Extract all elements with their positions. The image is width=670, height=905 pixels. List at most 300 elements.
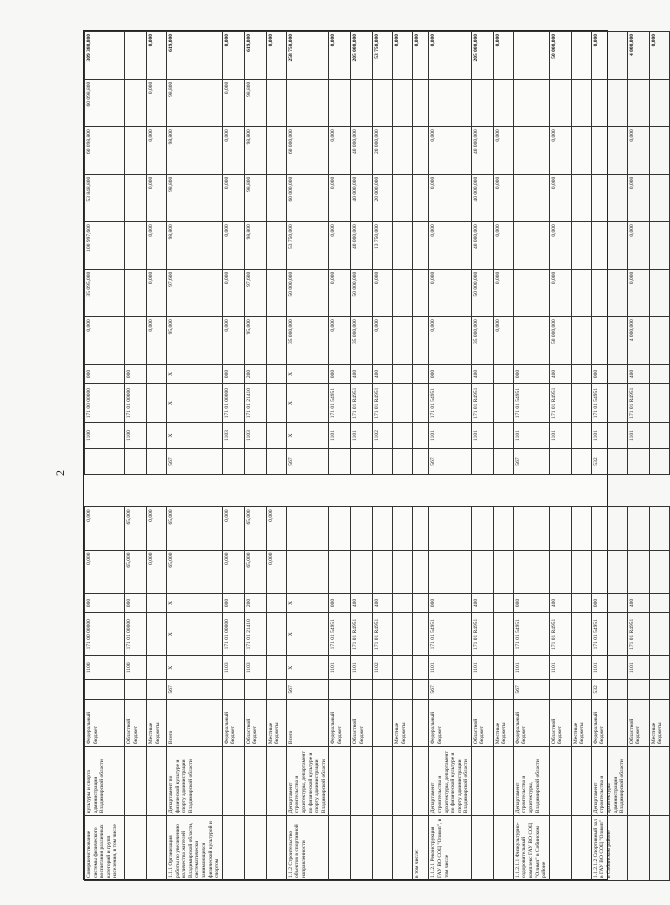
amount-cell — [471, 79, 493, 127]
expense-type-cell: 000 — [125, 593, 147, 612]
table-row — [167, 32, 223, 881]
amount-cell: 0,000 — [222, 507, 244, 550]
amount-cell — [591, 550, 627, 593]
amount-cell: 100 997,600 — [85, 222, 125, 270]
executor-cell — [413, 747, 429, 816]
amount-cell — [493, 550, 513, 593]
grbs-code-cell — [329, 449, 351, 475]
section-code-cell: 1101 — [429, 423, 472, 449]
expense-type-cell — [147, 364, 167, 383]
column-gap — [413, 474, 429, 506]
column-gap — [167, 474, 223, 506]
target-article-cell: X — [167, 613, 223, 656]
column-gap — [429, 474, 472, 506]
total-amount-cell — [571, 32, 591, 80]
target-article-cell: 171 01 00000 — [125, 613, 147, 656]
amount-cell: 40 000,000 — [471, 127, 493, 175]
column-gap — [571, 474, 591, 506]
amount-cell: 65,000 — [167, 507, 223, 550]
expense-type-cell: X — [167, 364, 223, 383]
grbs-code-cell — [147, 449, 167, 475]
amount-cell: 0,000 — [85, 550, 125, 593]
amount-cell — [413, 550, 429, 593]
section-code-cell — [413, 423, 429, 449]
amount-cell: 0,000 — [549, 127, 571, 175]
measure-name-cell — [649, 816, 669, 881]
total-amount-cell: 0,000 — [429, 32, 472, 80]
expense-type-cell — [266, 593, 286, 612]
amount-cell — [413, 507, 429, 550]
target-article-cell — [413, 613, 429, 656]
amount-cell: 0,000 — [329, 317, 351, 365]
target-article-cell: 171 01 R4951 — [549, 613, 571, 656]
amount-cell: 60 098,800 — [85, 79, 125, 127]
amount-cell: 53 848,800 — [85, 174, 125, 222]
funding-source-cell: Местные бюджеты — [649, 699, 669, 747]
amount-cell — [266, 317, 286, 365]
expense-type-cell: 000 — [222, 364, 244, 383]
target-article-cell — [493, 384, 513, 423]
amount-cell: 98,800 — [244, 222, 266, 270]
grbs-code-cell — [373, 680, 393, 699]
page-number: 2 — [53, 470, 67, 476]
amount-cell — [513, 317, 549, 365]
target-article-cell: X — [286, 384, 329, 423]
funding-source-cell: Местные бюджеты — [266, 699, 286, 747]
executor-cell — [244, 747, 266, 816]
target-article-cell: 171 01 00000 — [125, 384, 147, 423]
amount-cell — [373, 507, 393, 550]
expense-type-cell — [571, 593, 591, 612]
expense-type-cell: 400 — [471, 593, 493, 612]
amount-cell — [125, 269, 147, 317]
expense-type-cell: 400 — [373, 364, 393, 383]
column-gap — [85, 474, 125, 506]
column-gap — [513, 474, 549, 506]
amount-cell: 0,000 — [222, 127, 244, 175]
column-gap — [222, 474, 244, 506]
amount-cell: 40 000,000 — [351, 222, 373, 270]
target-article-cell — [266, 613, 286, 656]
section-code-cell — [493, 656, 513, 680]
expense-type-cell: 000 — [513, 593, 549, 612]
total-amount-cell — [125, 32, 147, 80]
table-row — [571, 32, 591, 881]
total-amount-cell: 258 750,000 — [286, 32, 329, 80]
executor-cell: Департамент строительства и архитектуры, департамент по физической культуре и спорту администрации Владимирской области — [429, 747, 472, 816]
amount-cell: 0,000 — [549, 174, 571, 222]
target-article-cell: 171 00 00000 — [85, 384, 125, 423]
amount-cell: 0,000 — [222, 317, 244, 365]
amount-cell — [571, 127, 591, 175]
expense-type-cell: 400 — [627, 593, 649, 612]
executor-cell — [393, 747, 413, 816]
executor-cell — [627, 747, 649, 816]
amount-cell — [393, 222, 413, 270]
amount-cell — [513, 79, 549, 127]
amount-cell: 0,000 — [329, 269, 351, 317]
amount-cell — [591, 507, 627, 550]
amount-cell: 0,000 — [147, 269, 167, 317]
amount-cell — [649, 507, 669, 550]
measure-name-cell: Совершенствование системы физического воспитания различных категорий и групп населения, в том числе — [85, 816, 125, 881]
amount-cell: 0,000 — [627, 222, 649, 270]
funding-source-cell — [413, 699, 429, 747]
grbs-code-cell — [222, 449, 244, 475]
amount-cell — [393, 269, 413, 317]
amount-cell — [329, 507, 351, 550]
section-code-cell: 1101 — [627, 656, 649, 680]
executor-cell — [351, 747, 373, 816]
measure-name-cell — [627, 816, 649, 881]
table-row — [329, 32, 351, 881]
grbs-code-cell — [471, 449, 493, 475]
grbs-code-cell — [549, 449, 571, 475]
section-code-cell — [649, 656, 669, 680]
expense-type-cell — [413, 364, 429, 383]
expense-type-cell: X — [167, 593, 223, 612]
section-code-cell: 1101 — [429, 656, 472, 680]
amount-cell — [125, 222, 147, 270]
amount-cell — [591, 79, 627, 127]
measure-name-cell — [125, 816, 147, 881]
amount-cell — [266, 79, 286, 127]
amount-cell: 0,000 — [147, 127, 167, 175]
amount-cell — [329, 79, 351, 127]
grbs-code-cell: 567 — [429, 680, 472, 699]
amount-cell — [393, 174, 413, 222]
column-gap — [125, 474, 147, 506]
table-row — [393, 32, 413, 881]
amount-cell: 35 095,000 — [85, 269, 125, 317]
amount-cell: 0,000 — [429, 127, 472, 175]
section-code-cell: 1101 — [329, 656, 351, 680]
amount-cell — [627, 550, 649, 593]
amount-cell: 98,800 — [167, 79, 223, 127]
section-code-cell: 1100 — [85, 423, 125, 449]
total-amount-cell: 0,000 — [591, 32, 627, 80]
measure-name-cell — [549, 816, 571, 881]
section-code-cell: 1101 — [329, 423, 351, 449]
amount-cell — [571, 550, 591, 593]
funding-source-cell: Федеральный бюджет — [222, 699, 244, 747]
expense-type-cell: 400 — [549, 364, 571, 383]
funding-source-cell: Областной бюджет — [351, 699, 373, 747]
target-article-cell — [493, 613, 513, 656]
amount-cell: 35 000,000 — [351, 317, 373, 365]
amount-cell: 0,000 — [147, 550, 167, 593]
amount-cell: 13 750,000 — [373, 222, 393, 270]
amount-cell — [393, 317, 413, 365]
section-code-cell: 1101 — [627, 423, 649, 449]
expense-type-cell — [493, 593, 513, 612]
section-code-cell: 1102 — [373, 656, 393, 680]
amount-cell — [413, 269, 429, 317]
target-article-cell — [393, 384, 413, 423]
expense-type-cell — [493, 364, 513, 383]
target-article-cell: 171 01 21410 — [244, 384, 266, 423]
expense-type-cell: 400 — [549, 593, 571, 612]
amount-cell: 40 000,000 — [471, 222, 493, 270]
measure-name-cell — [493, 816, 513, 881]
table-row — [222, 32, 244, 881]
funding-source-cell: Областной бюджет — [627, 699, 649, 747]
funding-source-cell: Всего — [167, 699, 223, 747]
amount-cell — [649, 317, 669, 365]
section-code-cell: 1103 — [222, 656, 244, 680]
column-gap — [286, 474, 329, 506]
expense-type-cell: 000 — [222, 593, 244, 612]
funding-source-cell — [373, 699, 393, 747]
table-row — [147, 32, 167, 881]
expense-type-cell: 000 — [85, 593, 125, 612]
amount-cell — [591, 127, 627, 175]
amount-cell: 65,000 — [167, 550, 223, 593]
amount-cell: 0,000 — [147, 79, 167, 127]
measure-name-cell: 1.1.2 Строительство объектов в спортивной направленности — [286, 816, 329, 881]
target-article-cell — [413, 384, 429, 423]
column-gap — [373, 474, 393, 506]
grbs-code-cell — [549, 680, 571, 699]
grbs-code-cell — [471, 680, 493, 699]
section-code-cell: 1103 — [222, 423, 244, 449]
amount-cell: 0,000 — [549, 269, 571, 317]
target-article-cell: 171 01 21410 — [244, 613, 266, 656]
funding-source-cell: Областной бюджет — [471, 699, 493, 747]
amount-cell — [471, 550, 493, 593]
total-amount-cell: 0,000 — [493, 32, 513, 80]
column-gap — [649, 474, 669, 506]
amount-cell: 40 000,000 — [351, 127, 373, 175]
grbs-code-cell: 567 — [513, 449, 549, 475]
total-amount-cell: 619,000 — [167, 32, 223, 80]
amount-cell — [649, 269, 669, 317]
section-code-cell: 1101 — [549, 423, 571, 449]
expense-type-cell: 000 — [591, 593, 627, 612]
amount-cell — [571, 317, 591, 365]
amount-cell — [627, 79, 649, 127]
amount-cell: 40 000,000 — [351, 174, 373, 222]
grbs-code-cell: 567 — [513, 680, 549, 699]
section-code-cell: 1101 — [513, 656, 549, 680]
total-amount-cell: 4 000,000 — [627, 32, 649, 80]
measure-name-cell — [329, 816, 351, 881]
amount-cell — [413, 174, 429, 222]
amount-cell — [649, 222, 669, 270]
amount-cell: 0,000 — [329, 174, 351, 222]
amount-cell — [413, 127, 429, 175]
expense-type-cell — [393, 364, 413, 383]
amount-cell: 65,000 — [244, 507, 266, 550]
expense-type-cell: 000 — [429, 364, 472, 383]
amount-cell: 0,000 — [373, 317, 393, 365]
grbs-code-cell — [147, 680, 167, 699]
amount-cell: 98,800 — [167, 127, 223, 175]
funding-source-cell: Местные бюджеты — [571, 699, 591, 747]
target-article-cell: 171 01 54951 — [429, 384, 472, 423]
expense-type-cell: X — [286, 593, 329, 612]
executor-cell — [125, 747, 147, 816]
section-code-cell: X — [286, 423, 329, 449]
expense-type-cell: 000 — [329, 364, 351, 383]
amount-cell: 0,000 — [222, 174, 244, 222]
amount-cell — [351, 79, 373, 127]
amount-cell: 0,000 — [429, 174, 472, 222]
amount-cell: 0,000 — [147, 222, 167, 270]
amount-cell: 50 000,000 — [471, 269, 493, 317]
amount-cell: 65,000 — [125, 550, 147, 593]
amount-cell — [351, 550, 373, 593]
section-code-cell: 1101 — [591, 423, 627, 449]
document-page — [83, 30, 664, 880]
executor-cell — [493, 747, 513, 816]
section-code-cell: X — [167, 423, 223, 449]
expense-type-cell: 000 — [125, 364, 147, 383]
target-article-cell — [649, 384, 669, 423]
target-article-cell: 171 01 R4951 — [627, 384, 649, 423]
table-row — [244, 32, 266, 881]
amount-cell: 20 000,000 — [373, 174, 393, 222]
amount-cell — [471, 507, 493, 550]
amount-cell: 0,000 — [222, 550, 244, 593]
funding-source-cell: Местные бюджеты — [393, 699, 413, 747]
measure-name-cell: в том числе: — [413, 816, 429, 881]
target-article-cell: 171 01 54951 — [591, 384, 627, 423]
amount-cell — [571, 269, 591, 317]
table-row — [429, 32, 472, 881]
amount-cell — [373, 550, 393, 593]
amount-cell — [591, 317, 627, 365]
column-gap — [493, 474, 513, 506]
measure-name-cell: 1.1.2.1.1 Физкультурно-оздоровительный комплекс ГАУ ВО СОЦ "Олимп" в Собинском районе — [513, 816, 549, 881]
amount-cell — [513, 507, 549, 550]
amount-cell: 95,000 — [244, 317, 266, 365]
expense-type-cell — [147, 593, 167, 612]
table-row — [286, 32, 329, 881]
grbs-code-cell — [493, 449, 513, 475]
target-article-cell: 171 01 54951 — [329, 384, 351, 423]
measure-name-cell — [351, 816, 373, 881]
funding-source-cell: Местные бюджеты — [493, 699, 513, 747]
section-code-cell — [147, 656, 167, 680]
amount-cell — [393, 79, 413, 127]
amount-cell: 53 750,000 — [286, 222, 329, 270]
amount-cell — [429, 507, 472, 550]
amount-cell — [266, 127, 286, 175]
amount-cell: 60 000,000 — [286, 127, 329, 175]
amount-cell — [649, 127, 669, 175]
executor-cell — [471, 747, 493, 816]
amount-cell: 50 000,000 — [286, 269, 329, 317]
amount-cell: 0,000 — [493, 127, 513, 175]
target-article-cell: 171 01 54951 — [591, 613, 627, 656]
grbs-code-cell — [266, 680, 286, 699]
grbs-code-cell: 567 — [286, 680, 329, 699]
column-gap — [329, 474, 351, 506]
measure-name-cell: 1.1.2.1.2 Спортивный зал в ГАУ ВО СОЦ "Олимп" в Собинском районе — [591, 816, 627, 881]
amount-cell — [393, 507, 413, 550]
section-code-cell: 1101 — [351, 423, 373, 449]
amount-cell: 0,000 — [85, 507, 125, 550]
expense-type-cell: 400 — [351, 593, 373, 612]
amount-cell: 0,000 — [493, 317, 513, 365]
grbs-code-cell — [351, 449, 373, 475]
executor-cell — [222, 747, 244, 816]
executor-cell: Департамент по физической культуре и спорту администрации Владимирской области — [167, 747, 223, 816]
amount-cell — [549, 507, 571, 550]
measure-name-cell — [393, 816, 413, 881]
grbs-code-cell: 567 — [286, 449, 329, 475]
executor-cell: Департамент строительства и архитектуры, Владимирской области — [513, 747, 549, 816]
amount-cell: 20 000,000 — [373, 127, 393, 175]
expense-type-cell: 200 — [244, 364, 266, 383]
section-code-cell — [266, 423, 286, 449]
executor-cell — [549, 747, 571, 816]
section-code-cell — [649, 423, 669, 449]
amount-cell: 0,000 — [549, 222, 571, 270]
amount-cell: 35 000,000 — [471, 317, 493, 365]
expense-type-cell: 000 — [591, 364, 627, 383]
expense-type-cell — [649, 364, 669, 383]
target-article-cell: 171 01 00000 — [222, 613, 244, 656]
executor-cell — [373, 747, 393, 816]
amount-cell: 97,600 — [167, 269, 223, 317]
amount-cell — [549, 79, 571, 127]
target-article-cell: 171 01 54951 — [513, 613, 549, 656]
section-code-cell — [393, 656, 413, 680]
amount-cell — [591, 269, 627, 317]
target-article-cell: 171 01 R4951 — [627, 613, 649, 656]
amount-cell — [413, 79, 429, 127]
target-article-cell: 171 01 R4951 — [373, 384, 393, 423]
section-code-cell: 1101 — [471, 656, 493, 680]
total-amount-cell: 0,000 — [266, 32, 286, 80]
amount-cell: 0,000 — [266, 507, 286, 550]
amount-cell — [393, 550, 413, 593]
amount-cell: 0,000 — [329, 127, 351, 175]
amount-cell — [513, 222, 549, 270]
expense-type-cell — [393, 593, 413, 612]
amount-cell: 95,000 — [167, 317, 223, 365]
table-row — [373, 32, 393, 881]
executor-cell — [649, 747, 669, 816]
amount-cell: 50 000,000 — [351, 269, 373, 317]
target-article-cell: 171 01 R4951 — [373, 613, 393, 656]
grbs-code-cell — [413, 449, 429, 475]
amount-cell — [549, 550, 571, 593]
column-gap — [244, 474, 266, 506]
table-row — [513, 32, 549, 881]
column-gap — [627, 474, 649, 506]
expense-type-cell: 400 — [627, 364, 649, 383]
amount-cell — [413, 222, 429, 270]
total-amount-cell: 205 000,000 — [471, 32, 493, 80]
section-code-cell — [266, 656, 286, 680]
section-code-cell: 1103 — [244, 656, 266, 680]
amount-cell: 65,000 — [244, 550, 266, 593]
amount-cell: 35 000,000 — [286, 317, 329, 365]
grbs-code-cell: 567 — [167, 680, 223, 699]
amount-cell: 97,600 — [244, 269, 266, 317]
amount-cell: 0,000 — [147, 507, 167, 550]
target-article-cell: 171 00 00000 — [85, 613, 125, 656]
amount-cell — [429, 79, 472, 127]
section-code-cell: 1100 — [125, 423, 147, 449]
expense-type-cell: 400 — [471, 364, 493, 383]
section-code-cell — [571, 423, 591, 449]
amount-cell: 0,000 — [493, 222, 513, 270]
expense-type-cell: 000 — [513, 364, 549, 383]
